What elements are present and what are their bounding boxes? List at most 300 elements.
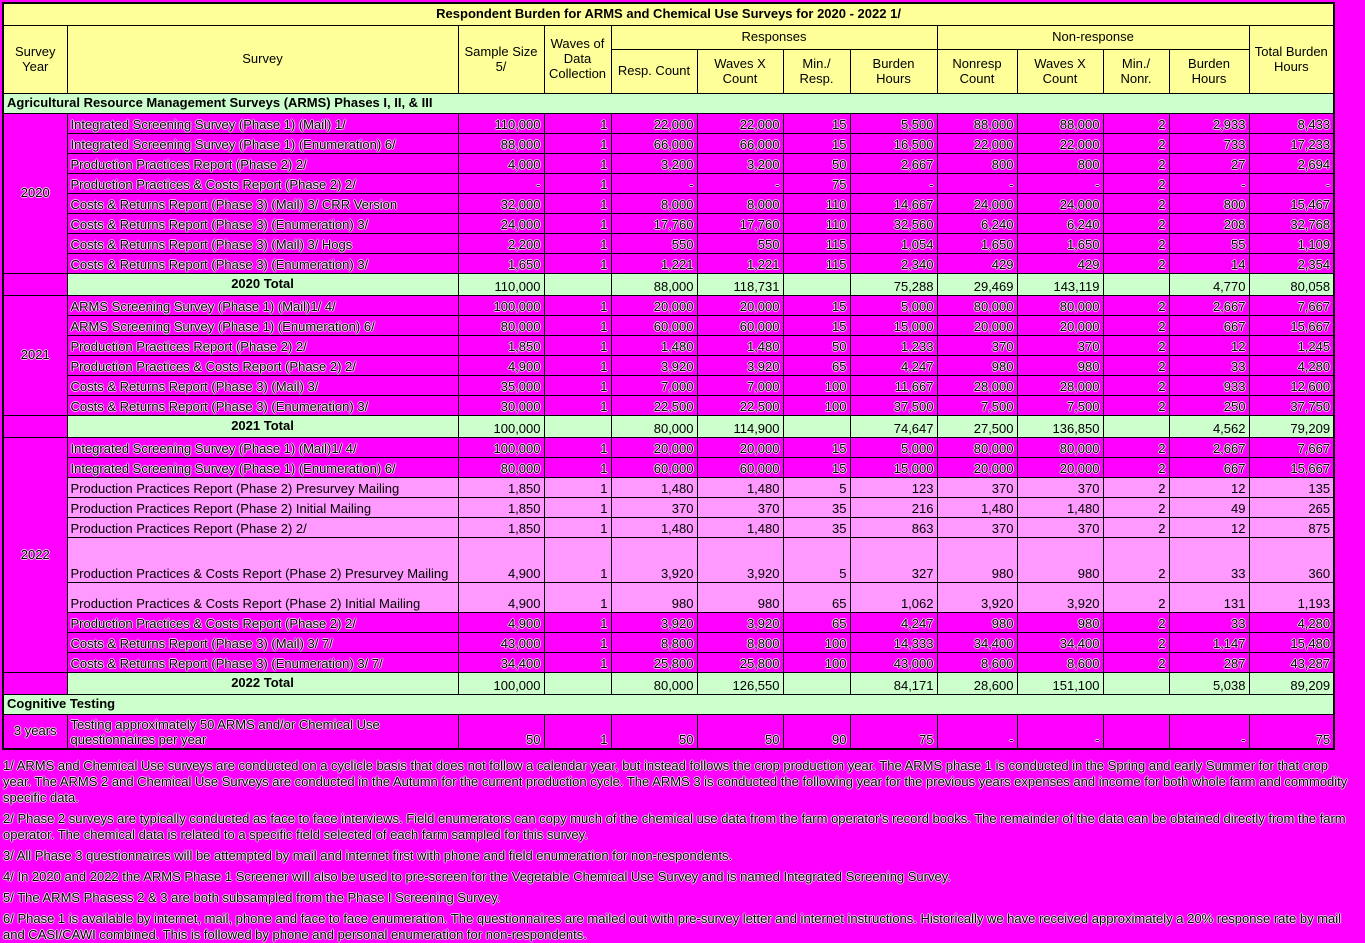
value-cell: 370 [937, 336, 1017, 356]
total-value-cell [783, 416, 850, 438]
value-cell: - [1169, 174, 1249, 194]
value-cell: 4,900 [458, 356, 544, 376]
value-cell: 1,054 [850, 234, 937, 254]
value-cell: 2 [1103, 498, 1169, 518]
value-cell: 5,000 [850, 438, 937, 458]
col-header-min-resp: Min./ Resp. [783, 50, 850, 94]
value-cell: 3,920 [697, 538, 783, 583]
survey-row [3, 114, 1334, 134]
value-cell: 1,147 [1169, 633, 1249, 653]
value-cell: 1,109 [1249, 234, 1334, 254]
total-value-cell: 84,171 [850, 673, 937, 695]
value-cell: 17,760 [697, 214, 783, 234]
value-cell: 3,920 [611, 613, 697, 633]
value-cell: 1 [544, 114, 611, 134]
total-value-cell: 27,500 [937, 416, 1017, 438]
value-cell: - [1249, 174, 1334, 194]
value-cell: 15 [783, 134, 850, 154]
value-cell: 8,600 [1017, 653, 1103, 673]
value-cell: 370 [697, 498, 783, 518]
value-cell: 123 [850, 478, 937, 498]
value-cell: 20,000 [1017, 316, 1103, 336]
section-bar-row [3, 94, 1334, 114]
col-header-survey-year: Survey Year [3, 26, 67, 94]
value-cell: 4,247 [850, 356, 937, 376]
survey-name-cell: Costs & Returns Report (Phase 3) (Mail) 3/ [67, 376, 458, 396]
value-cell: 24,000 [1017, 194, 1103, 214]
value-cell: 3,920 [937, 583, 1017, 613]
value-cell: 5,500 [850, 114, 937, 134]
col-header-nonresp-waves-x-count: Waves X Count [1017, 50, 1103, 94]
value-cell: 5 [783, 478, 850, 498]
value-cell: 22,500 [611, 396, 697, 416]
value-cell: 50 [697, 715, 783, 749]
value-cell: 370 [611, 498, 697, 518]
value-cell: 2,694 [1249, 154, 1334, 174]
section-bar-label: Agricultural Resource Management Surveys (ARMS) Phases I, II, & III [3, 94, 1334, 114]
value-cell: 50 [783, 336, 850, 356]
value-cell: 1,850 [458, 478, 544, 498]
value-cell: 370 [1017, 336, 1103, 356]
value-cell: 7,500 [1017, 396, 1103, 416]
value-cell: 800 [1169, 194, 1249, 214]
value-cell: 1,233 [850, 336, 937, 356]
value-cell: 22,000 [1017, 134, 1103, 154]
value-cell: 327 [850, 538, 937, 583]
value-cell: 2 [1103, 518, 1169, 538]
value-cell: - [697, 174, 783, 194]
value-cell: 6,240 [937, 214, 1017, 234]
value-cell: 20,000 [611, 438, 697, 458]
value-cell: 28,000 [937, 376, 1017, 396]
value-cell: 2 [1103, 396, 1169, 416]
value-cell: 2 [1103, 316, 1169, 336]
survey-name-cell: Costs & Returns Report (Phase 3) (Enumeration) 3/ [67, 254, 458, 274]
value-cell: 66,000 [697, 134, 783, 154]
value-cell: 15,480 [1249, 633, 1334, 653]
value-cell: 265 [1249, 498, 1334, 518]
survey-row [3, 498, 1334, 518]
value-cell: 2 [1103, 538, 1169, 583]
survey-name-cell: Production Practices Report (Phase 2) Presurvey Mailing [67, 478, 458, 498]
total-value-cell: 28,600 [937, 673, 1017, 695]
footnote-6: 6/ Phase 1 is available by internet, mail, phone and face to face enumeration. The questionnaires are mailed out with pre-survey letter and internet instructions. Historically we have received approximately a 20% response rate by mail and CASI/CAWI combined. This is followed by phone and personal enumeration for non-respondents. [3, 910, 1342, 942]
value-cell: 33 [1169, 356, 1249, 376]
total-row [3, 673, 1334, 695]
col-header-responses-group: Responses [611, 26, 937, 50]
value-cell: 60,000 [697, 316, 783, 336]
value-cell: 2 [1103, 653, 1169, 673]
value-cell: 2 [1103, 114, 1169, 134]
value-cell: 370 [1017, 478, 1103, 498]
value-cell: 4,280 [1249, 356, 1334, 376]
value-cell: 980 [611, 583, 697, 613]
value-cell: 12 [1169, 478, 1249, 498]
value-cell: 15 [783, 316, 850, 336]
survey-row [3, 518, 1334, 538]
value-cell: 5 [783, 538, 850, 583]
total-value-cell: 151,100 [1017, 673, 1103, 695]
value-cell: 2 [1103, 214, 1169, 234]
survey-name-cell: Integrated Screening Survey (Phase 1) (Enumeration) 6/ [67, 134, 458, 154]
value-cell: 100 [783, 633, 850, 653]
value-cell: 667 [1169, 316, 1249, 336]
col-header-min-nonr: Min./ Nonr. [1103, 50, 1169, 94]
survey-name-cell: Costs & Returns Report (Phase 3) (Enumeration) 3/ 7/ [67, 653, 458, 673]
survey-name-cell: Costs & Returns Report (Phase 3) (Mail) 3/ 7/ [67, 633, 458, 653]
value-cell: 1 [544, 613, 611, 633]
value-cell: 1 [544, 376, 611, 396]
survey-name-cell: Integrated Screening Survey (Phase 1) (Enumeration) 6/ [67, 458, 458, 478]
survey-row [3, 336, 1334, 356]
total-value-cell: 126,550 [697, 673, 783, 695]
value-cell: 25,800 [697, 653, 783, 673]
value-cell: 1,480 [697, 478, 783, 498]
value-cell: 3,200 [697, 154, 783, 174]
value-cell: 1 [544, 316, 611, 336]
year-spacer-cell [3, 416, 67, 438]
value-cell: 20,000 [937, 458, 1017, 478]
total-value-cell: 4,770 [1169, 274, 1249, 296]
value-cell: 2 [1103, 376, 1169, 396]
value-cell: 135 [1249, 478, 1334, 498]
total-label-cell: 2020 Total [67, 274, 458, 296]
survey-row [3, 376, 1334, 396]
value-cell: 1,193 [1249, 583, 1334, 613]
value-cell: 1,480 [697, 336, 783, 356]
total-value-cell: 80,000 [611, 416, 697, 438]
value-cell: 2 [1103, 458, 1169, 478]
value-cell: 7,500 [937, 396, 1017, 416]
value-cell: 49 [1169, 498, 1249, 518]
value-cell: 1,480 [611, 336, 697, 356]
survey-name-cell: ARMS Screening Survey (Phase 1) (Mail)1/ 4/ [67, 296, 458, 316]
survey-name-cell: Costs & Returns Report (Phase 3) (Mail) 3/ Hogs [67, 234, 458, 254]
value-cell: 34,400 [1017, 633, 1103, 653]
value-cell: 2,667 [850, 154, 937, 174]
survey-row [3, 234, 1334, 254]
value-cell: 1 [544, 396, 611, 416]
value-cell: 7,000 [697, 376, 783, 396]
value-cell: 980 [1017, 538, 1103, 583]
value-cell: 11,667 [850, 376, 937, 396]
value-cell: 1 [544, 518, 611, 538]
total-value-cell: 4,562 [1169, 416, 1249, 438]
value-cell: 800 [1017, 154, 1103, 174]
value-cell: 43,000 [458, 633, 544, 653]
value-cell: 287 [1169, 653, 1249, 673]
value-cell: 250 [1169, 396, 1249, 416]
value-cell: 20,000 [697, 296, 783, 316]
value-cell: 1,480 [937, 498, 1017, 518]
value-cell: 3,920 [1017, 583, 1103, 613]
value-cell: 75 [783, 174, 850, 194]
survey-row [3, 214, 1334, 234]
value-cell: 115 [783, 254, 850, 274]
value-cell: 80,000 [1017, 438, 1103, 458]
total-value-cell [783, 673, 850, 695]
total-value-cell: 80,058 [1249, 274, 1334, 296]
value-cell: 6,240 [1017, 214, 1103, 234]
value-cell: 15 [783, 296, 850, 316]
footnote-2: 2/ Phase 2 surveys are typically conducted as face to face interviews. Field enumerators can copy much of the chemical use data from the farm operator's record books. The remainder of the data can be obtained directly from the farm operator. The chemical data is related to a specific field selected of each farm sampled for this survey. [3, 810, 1346, 842]
value-cell: 1,480 [1017, 498, 1103, 518]
survey-row [3, 458, 1334, 478]
value-cell: 1,062 [850, 583, 937, 613]
total-value-cell [544, 673, 611, 695]
total-value-cell: 136,850 [1017, 416, 1103, 438]
value-cell: 15,467 [1249, 194, 1334, 214]
survey-name-cell: Production Practices Report (Phase 2) 2/ [67, 518, 458, 538]
total-value-cell: 74,647 [850, 416, 937, 438]
value-cell: 14,667 [850, 194, 937, 214]
value-cell: 110 [783, 194, 850, 214]
survey-name-cell: Production Practices Report (Phase 2) Initial Mailing [67, 498, 458, 518]
total-value-cell: 29,469 [937, 274, 1017, 296]
value-cell: 80,000 [937, 296, 1017, 316]
burden-table-body [3, 94, 1334, 749]
section-bar-row [3, 695, 1334, 715]
value-cell: 66,000 [611, 134, 697, 154]
total-value-cell [1103, 673, 1169, 695]
year-cell: 2020 [3, 114, 67, 274]
survey-name-cell: Production Practices Report (Phase 2) 2/ [67, 336, 458, 356]
value-cell: 3,920 [697, 356, 783, 376]
survey-row [3, 715, 1334, 749]
value-cell: - [937, 715, 1017, 749]
survey-row [3, 194, 1334, 214]
value-cell: 1,850 [458, 518, 544, 538]
value-cell: 2 [1103, 478, 1169, 498]
value-cell: 100 [783, 653, 850, 673]
value-cell: 980 [1017, 613, 1103, 633]
value-cell: 14,333 [850, 633, 937, 653]
value-cell: 1,480 [611, 518, 697, 538]
value-cell: 8,800 [611, 633, 697, 653]
value-cell: 20,000 [937, 316, 1017, 336]
value-cell: 2 [1103, 134, 1169, 154]
value-cell: 15 [783, 438, 850, 458]
total-label-cell: 2022 Total [67, 673, 458, 695]
survey-row [3, 174, 1334, 194]
value-cell: 80,000 [1017, 296, 1103, 316]
value-cell: 1 [544, 134, 611, 154]
survey-row [3, 296, 1334, 316]
value-cell: 43,000 [850, 653, 937, 673]
survey-name-cell: Production Practices & Costs Report (Phase 2) 2/ [67, 356, 458, 376]
value-cell: 35,000 [458, 376, 544, 396]
total-value-cell: 80,000 [611, 673, 697, 695]
col-header-nonresp-burden-hours: Burden Hours [1169, 50, 1249, 94]
value-cell: 20,000 [697, 438, 783, 458]
value-cell: 2 [1103, 194, 1169, 214]
value-cell: 15 [783, 114, 850, 134]
value-cell: 1,480 [611, 478, 697, 498]
survey-row [3, 154, 1334, 174]
total-value-cell: 100,000 [458, 673, 544, 695]
survey-name-cell: Production Practices Report (Phase 2) 2/ [67, 154, 458, 174]
value-cell: 208 [1169, 214, 1249, 234]
survey-row [3, 478, 1334, 498]
value-cell [1103, 715, 1169, 749]
value-cell: 32,560 [850, 214, 937, 234]
value-cell: 80,000 [937, 438, 1017, 458]
survey-name-cell: Integrated Screening Survey (Phase 1) (Mail) 1/ [67, 114, 458, 134]
value-cell: 1 [544, 498, 611, 518]
value-cell: 1 [544, 715, 611, 749]
value-cell: - [611, 174, 697, 194]
value-cell: 75 [1249, 715, 1334, 749]
value-cell: 1 [544, 478, 611, 498]
value-cell: 34,400 [937, 633, 1017, 653]
year-cell: 2022 [3, 438, 67, 673]
value-cell: 27 [1169, 154, 1249, 174]
total-value-cell: 110,000 [458, 274, 544, 296]
value-cell: 3,920 [697, 613, 783, 633]
total-row [3, 416, 1334, 438]
value-cell: 100,000 [458, 296, 544, 316]
title-row [3, 3, 1334, 26]
value-cell: 8,600 [937, 653, 1017, 673]
value-cell: 3,920 [611, 538, 697, 583]
value-cell: 90 [783, 715, 850, 749]
value-cell: 429 [937, 254, 1017, 274]
total-value-cell: 75,288 [850, 274, 937, 296]
survey-row [3, 583, 1334, 613]
value-cell: 88,000 [1017, 114, 1103, 134]
value-cell: 1 [544, 538, 611, 583]
value-cell: 733 [1169, 134, 1249, 154]
value-cell: 14 [1169, 254, 1249, 274]
value-cell: 110,000 [458, 114, 544, 134]
value-cell: 50 [783, 154, 850, 174]
value-cell: 1,245 [1249, 336, 1334, 356]
value-cell: 5,000 [850, 296, 937, 316]
value-cell: 980 [1017, 356, 1103, 376]
value-cell: 60,000 [697, 458, 783, 478]
col-header-resp-waves-x-count: Waves X Count [697, 50, 783, 94]
value-cell: 8,000 [611, 194, 697, 214]
survey-name-cell: Costs & Returns Report (Phase 3) (Mail) 3/ CRR Version [67, 194, 458, 214]
value-cell: 4,900 [458, 538, 544, 583]
value-cell: 12 [1169, 518, 1249, 538]
value-cell: 22,000 [611, 114, 697, 134]
survey-name-cell: Costs & Returns Report (Phase 3) (Enumeration) 3/ [67, 214, 458, 234]
value-cell: 2,200 [458, 234, 544, 254]
survey-name-cell: Production Practices & Costs Report (Phase 2) 2/ [67, 174, 458, 194]
value-cell: 2 [1103, 234, 1169, 254]
value-cell: 34,400 [458, 653, 544, 673]
value-cell: 88,000 [937, 114, 1017, 134]
survey-row [3, 613, 1334, 633]
value-cell: 2 [1103, 583, 1169, 613]
value-cell: 2,340 [850, 254, 937, 274]
value-cell: 15 [783, 458, 850, 478]
value-cell: 429 [1017, 254, 1103, 274]
value-cell: 33 [1169, 538, 1249, 583]
value-cell: 37,750 [1249, 396, 1334, 416]
value-cell: 667 [1169, 458, 1249, 478]
value-cell: 1 [544, 234, 611, 254]
value-cell: 32,000 [458, 194, 544, 214]
value-cell: 35 [783, 518, 850, 538]
value-cell: 1,221 [611, 254, 697, 274]
header-group-row [3, 26, 1334, 50]
value-cell: - [1017, 715, 1103, 749]
value-cell: 2,667 [1169, 438, 1249, 458]
value-cell: - [458, 174, 544, 194]
value-cell: 980 [697, 583, 783, 613]
value-cell: 75 [850, 715, 937, 749]
value-cell: 8,800 [697, 633, 783, 653]
survey-name-cell: Costs & Returns Report (Phase 3) (Enumeration) 3/ [67, 396, 458, 416]
value-cell: 131 [1169, 583, 1249, 613]
total-value-cell: 89,209 [1249, 673, 1334, 695]
total-row [3, 274, 1334, 296]
year-spacer-cell [3, 673, 67, 695]
survey-name-cell: Production Practices & Costs Report (Phase 2) Initial Mailing [67, 583, 458, 613]
value-cell: 2 [1103, 254, 1169, 274]
total-label-cell: 2021 Total [67, 416, 458, 438]
value-cell: 2 [1103, 438, 1169, 458]
value-cell: 1,650 [458, 254, 544, 274]
footnote-5: 5/ The ARMS Phasess 2 & 3 are both subsampled from the Phase I Screening Survey. [3, 889, 501, 905]
footnote-1: 1/ ARMS and Chemical Use surveys are conducted on a cyclicle basis that does not follow a calendar year, but instead follows the crop production year. The ARMS phase 1 is conducted in the Spring and early Summer for that crop year. The ARMS 2 and Chemical Use Surveys are conducted in the Autumn for the current production cycle. The ARMS 3 is conducted the following year for the previous years expenses and income for both whole farm and commodity specific data. [3, 757, 1348, 805]
value-cell: 28,000 [1017, 376, 1103, 396]
value-cell: - [850, 174, 937, 194]
value-cell: 2 [1103, 356, 1169, 376]
total-value-cell: 79,209 [1249, 416, 1334, 438]
value-cell: 43,287 [1249, 653, 1334, 673]
value-cell: 15,667 [1249, 458, 1334, 478]
value-cell: 33 [1169, 613, 1249, 633]
value-cell: 32,768 [1249, 214, 1334, 234]
value-cell: 2 [1103, 154, 1169, 174]
value-cell: 35 [783, 498, 850, 518]
value-cell: 88,000 [458, 134, 544, 154]
value-cell: 2 [1103, 336, 1169, 356]
value-cell: 370 [1017, 518, 1103, 538]
value-cell: 980 [937, 538, 1017, 583]
total-value-cell [1103, 416, 1169, 438]
value-cell: 12 [1169, 336, 1249, 356]
value-cell: 37,500 [850, 396, 937, 416]
survey-name-cell: Testing approximately 50 ARMS and/or Chemical Use questionnaires per year [67, 715, 458, 749]
value-cell: 216 [850, 498, 937, 518]
col-header-resp-burden-hours: Burden Hours [850, 50, 937, 94]
value-cell: 30,000 [458, 396, 544, 416]
total-value-cell: 118,731 [697, 274, 783, 296]
value-cell: 863 [850, 518, 937, 538]
table-title: Respondent Burden for ARMS and Chemical Use Surveys for 2020 - 2022 1/ [3, 3, 1334, 26]
value-cell: 4,900 [458, 583, 544, 613]
col-header-survey: Survey [67, 26, 458, 94]
footnotes [3, 758, 1359, 943]
survey-row [3, 538, 1334, 583]
value-cell: 60,000 [611, 458, 697, 478]
value-cell: 4,280 [1249, 613, 1334, 633]
value-cell: 65 [783, 356, 850, 376]
survey-row [3, 316, 1334, 336]
value-cell: 20,000 [611, 296, 697, 316]
value-cell: 1 [544, 438, 611, 458]
value-cell: 100 [783, 396, 850, 416]
col-header-nonresponse-group: Non-response [937, 26, 1249, 50]
total-value-cell [544, 416, 611, 438]
value-cell: 50 [611, 715, 697, 749]
value-cell: 370 [937, 518, 1017, 538]
value-cell: 50 [458, 715, 544, 749]
